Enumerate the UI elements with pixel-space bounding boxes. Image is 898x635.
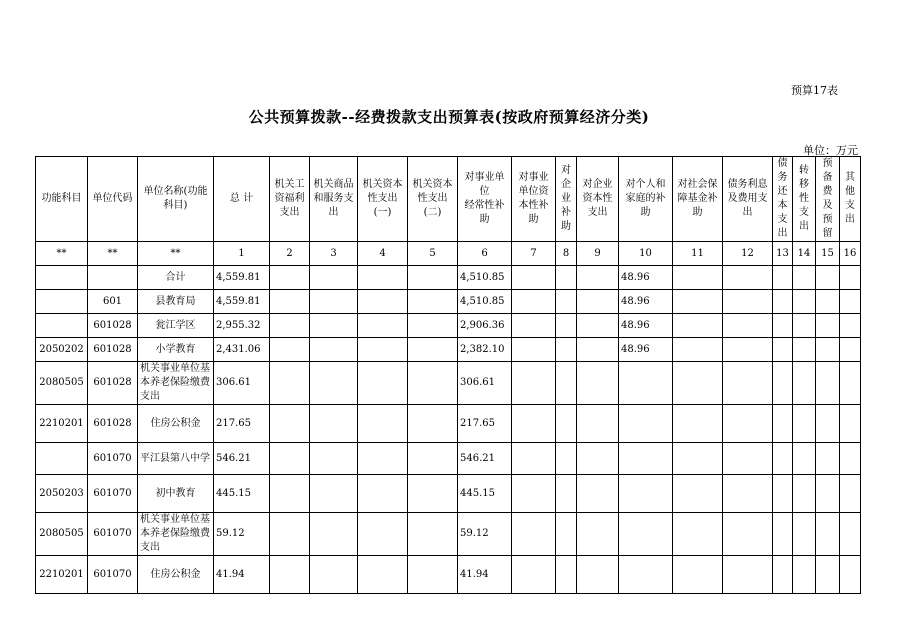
amount-cell xyxy=(270,475,310,513)
amount-cell xyxy=(512,362,556,405)
table-row xyxy=(36,475,861,513)
amount-cell xyxy=(408,475,458,513)
amount-cell xyxy=(556,362,577,405)
amount-cell xyxy=(358,405,408,443)
table-row xyxy=(36,314,861,338)
column-header-line: 单位名称(功能 xyxy=(143,186,208,197)
column-header-line: 支出 xyxy=(587,207,608,218)
index-cell: 12 xyxy=(723,242,773,266)
amount-cell xyxy=(358,443,408,475)
amount-cell xyxy=(673,290,723,314)
unit-name-cell: 机关事业单位基本养老保险缴费支出 xyxy=(138,362,214,405)
column-header-line: 单位资 xyxy=(518,186,549,197)
column-header-line: 助 xyxy=(561,221,571,232)
amount-cell xyxy=(619,362,673,405)
amount-cell xyxy=(723,362,773,405)
column-header-line: 债务利息 xyxy=(727,179,768,190)
column-header-line: 转移 xyxy=(799,165,809,190)
amount-cell xyxy=(773,556,793,594)
amount-cell xyxy=(793,475,816,513)
function-code-cell: 2210201 xyxy=(36,405,88,443)
amount-cell xyxy=(310,338,358,362)
amount-cell xyxy=(577,338,619,362)
amount-cell: 41.94 xyxy=(214,556,270,594)
index-cell: 13 xyxy=(773,242,793,266)
amount-cell: 59.12 xyxy=(214,513,270,556)
column-header-line: 障基金补 xyxy=(677,193,718,204)
amount-cell xyxy=(556,513,577,556)
column-header xyxy=(840,157,861,242)
amount-cell xyxy=(270,556,310,594)
amount-cell xyxy=(816,314,840,338)
amount-cell xyxy=(723,266,773,290)
index-cell: 6 xyxy=(458,242,512,266)
amount-cell xyxy=(556,266,577,290)
header-row xyxy=(36,157,861,242)
unit-name-cell: 平江县第八中学 xyxy=(138,443,214,475)
unit-name-cell: 瓮江学区 xyxy=(138,314,214,338)
unit-name-cell: 住房公积金 xyxy=(138,405,214,443)
amount-cell xyxy=(773,314,793,338)
function-code-cell xyxy=(36,266,88,290)
amount-cell xyxy=(673,362,723,405)
unit-code-cell: 601028 xyxy=(88,405,138,443)
column-header-line: 科目) xyxy=(163,200,188,211)
amount-cell: 2,906.36 xyxy=(458,314,512,338)
column-header xyxy=(793,157,816,242)
amount-cell xyxy=(793,314,816,338)
amount-cell xyxy=(840,475,861,513)
amount-cell xyxy=(512,405,556,443)
amount-cell xyxy=(619,513,673,556)
amount-cell xyxy=(408,362,458,405)
column-header-line: 支出 xyxy=(279,207,300,218)
amount-cell xyxy=(773,338,793,362)
amount-cell xyxy=(556,314,577,338)
amount-cell xyxy=(816,405,840,443)
amount-cell xyxy=(270,266,310,290)
column-header-line: 其他 xyxy=(845,172,855,197)
amount-cell xyxy=(512,556,556,594)
amount-cell xyxy=(358,362,408,405)
amount-cell xyxy=(773,290,793,314)
amount-cell: 445.15 xyxy=(214,475,270,513)
amount-cell xyxy=(556,290,577,314)
index-cell: 7 xyxy=(512,242,556,266)
function-code-cell: 2080505 xyxy=(36,513,88,556)
function-code-cell: 2050202 xyxy=(36,338,88,362)
index-cell: ** xyxy=(138,242,214,266)
index-cell: 15 xyxy=(816,242,840,266)
amount-cell xyxy=(310,362,358,405)
amount-cell xyxy=(577,556,619,594)
amount-cell xyxy=(793,362,816,405)
amount-cell xyxy=(840,443,861,475)
amount-cell: 546.21 xyxy=(214,443,270,475)
column-header-line: 及费用支 xyxy=(727,193,768,204)
unit-name-cell: 机关事业单位基本养老保险缴费支出 xyxy=(138,513,214,556)
amount-cell xyxy=(723,290,773,314)
column-header-line: 费及 xyxy=(822,186,833,211)
amount-cell xyxy=(840,405,861,443)
amount-cell xyxy=(773,513,793,556)
table-number: 预算17表 xyxy=(791,84,838,97)
column-header xyxy=(214,157,270,242)
amount-cell xyxy=(556,475,577,513)
amount-cell xyxy=(816,362,840,405)
budget-table xyxy=(35,156,861,594)
column-header xyxy=(723,157,773,242)
amount-cell xyxy=(840,362,861,405)
column-header xyxy=(358,157,408,242)
amount-cell xyxy=(673,266,723,290)
amount-cell xyxy=(408,266,458,290)
amount-cell xyxy=(310,513,358,556)
unit-name-cell: 初中教育 xyxy=(138,475,214,513)
column-header-line: 性支 xyxy=(799,193,809,218)
unit-label: 单位：万元 xyxy=(803,144,858,157)
column-header-line: 单位代码 xyxy=(92,193,133,204)
amount-cell xyxy=(619,443,673,475)
amount-cell xyxy=(408,314,458,338)
amount-cell xyxy=(512,266,556,290)
amount-cell xyxy=(673,556,723,594)
column-header-line: 资福利 xyxy=(274,193,305,204)
amount-cell xyxy=(723,338,773,362)
page-title: 公共预算拨款--经费拨款支出预算表(按政府预算经济分类) xyxy=(248,108,650,126)
amount-cell xyxy=(773,266,793,290)
table-row xyxy=(36,513,861,556)
index-cell: 4 xyxy=(358,242,408,266)
function-code-cell: 2210201 xyxy=(36,556,88,594)
amount-cell xyxy=(793,266,816,290)
column-header-line: 性支出 xyxy=(417,193,448,204)
amount-cell: 217.65 xyxy=(458,405,512,443)
amount-cell: 306.61 xyxy=(458,362,512,405)
amount-cell xyxy=(310,556,358,594)
unit-code-cell: 601 xyxy=(88,290,138,314)
amount-cell xyxy=(408,290,458,314)
amount-cell xyxy=(358,290,408,314)
column-header xyxy=(138,157,214,242)
amount-cell: 2,382.10 xyxy=(458,338,512,362)
unit-code-cell: 601028 xyxy=(88,338,138,362)
index-cell: 3 xyxy=(310,242,358,266)
amount-cell xyxy=(270,290,310,314)
amount-cell xyxy=(556,443,577,475)
amount-cell xyxy=(773,475,793,513)
amount-cell xyxy=(673,443,723,475)
amount-cell xyxy=(512,475,556,513)
function-code-cell: 2080505 xyxy=(36,362,88,405)
column-header-line: 机关资本 xyxy=(412,179,453,190)
index-cell: 11 xyxy=(673,242,723,266)
amount-cell xyxy=(816,266,840,290)
column-header-line: 资本性 xyxy=(582,193,613,204)
column-header-line: (一) xyxy=(373,207,392,218)
amount-cell xyxy=(816,443,840,475)
amount-cell: 48.96 xyxy=(619,314,673,338)
amount-cell: 4,510.85 xyxy=(458,266,512,290)
amount-cell xyxy=(358,266,408,290)
amount-cell xyxy=(512,314,556,338)
amount-cell xyxy=(310,314,358,338)
column-header xyxy=(512,157,556,242)
amount-cell xyxy=(673,513,723,556)
amount-cell: 2,955.32 xyxy=(214,314,270,338)
amount-cell xyxy=(577,443,619,475)
column-header-line: 助 xyxy=(528,214,539,225)
column-header-line: 对事业单位 xyxy=(464,172,505,197)
column-header-line: 功能科目 xyxy=(41,193,82,204)
column-header-line: 对个人和 xyxy=(625,179,666,190)
amount-cell xyxy=(723,475,773,513)
amount-cell: 48.96 xyxy=(619,266,673,290)
unit-code-cell: 601028 xyxy=(88,362,138,405)
amount-cell xyxy=(673,475,723,513)
amount-cell xyxy=(408,338,458,362)
amount-cell xyxy=(270,405,310,443)
amount-cell xyxy=(793,290,816,314)
amount-cell: 4,559.81 xyxy=(214,266,270,290)
amount-cell xyxy=(310,405,358,443)
column-header-line: 助 xyxy=(640,207,651,218)
amount-cell xyxy=(556,405,577,443)
unit-name-cell: 合计 xyxy=(138,266,214,290)
unit-code-cell: 601070 xyxy=(88,556,138,594)
index-cell: 2 xyxy=(270,242,310,266)
function-code-cell xyxy=(36,314,88,338)
amount-cell: 217.65 xyxy=(214,405,270,443)
amount-cell xyxy=(723,513,773,556)
column-header xyxy=(619,157,673,242)
amount-cell xyxy=(270,314,310,338)
index-cell: 1 xyxy=(214,242,270,266)
column-header-line: (二) xyxy=(423,207,442,218)
unit-name-cell: 县教育局 xyxy=(138,290,214,314)
amount-cell xyxy=(773,362,793,405)
amount-cell xyxy=(556,556,577,594)
unit-name-cell: 住房公积金 xyxy=(138,556,214,594)
amount-cell: 59.12 xyxy=(458,513,512,556)
column-header-line: 预备 xyxy=(822,158,833,183)
column-header-line: 和服务支 xyxy=(313,193,354,204)
amount-cell: 4,559.81 xyxy=(214,290,270,314)
column-header-line: 性支出 xyxy=(367,193,398,204)
unit-name-cell: 小学教育 xyxy=(138,338,214,362)
column-header-line: 预留 xyxy=(822,214,833,239)
amount-cell xyxy=(512,513,556,556)
function-code-cell xyxy=(36,290,88,314)
amount-cell xyxy=(358,513,408,556)
table-row xyxy=(36,338,861,362)
amount-cell xyxy=(773,443,793,475)
amount-cell xyxy=(310,266,358,290)
column-header xyxy=(88,157,138,242)
index-cell: 5 xyxy=(408,242,458,266)
amount-cell xyxy=(793,443,816,475)
column-header xyxy=(458,157,512,242)
column-header-line: 对企业 xyxy=(582,179,613,190)
amount-cell xyxy=(619,405,673,443)
column-header xyxy=(408,157,458,242)
amount-cell xyxy=(270,362,310,405)
column-header-line: 家庭的补 xyxy=(625,193,666,204)
amount-cell xyxy=(723,314,773,338)
amount-cell xyxy=(723,443,773,475)
column-header xyxy=(673,157,723,242)
column-header-line: 业补 xyxy=(561,193,571,218)
amount-cell xyxy=(270,338,310,362)
column-header-line: 机关商品 xyxy=(313,179,354,190)
unit-code-cell: 601070 xyxy=(88,513,138,556)
table-row xyxy=(36,266,861,290)
column-header-line: 对事业 xyxy=(518,172,549,183)
amount-cell xyxy=(840,266,861,290)
amount-cell: 546.21 xyxy=(458,443,512,475)
amount-cell xyxy=(816,513,840,556)
amount-cell xyxy=(512,443,556,475)
amount-cell xyxy=(577,405,619,443)
column-header xyxy=(773,157,793,242)
column-header-line: 助 xyxy=(692,207,703,218)
amount-cell xyxy=(793,556,816,594)
amount-cell xyxy=(793,338,816,362)
column-header-line: 支出 xyxy=(777,214,788,239)
amount-cell xyxy=(358,475,408,513)
amount-cell: 445.15 xyxy=(458,475,512,513)
amount-cell xyxy=(840,314,861,338)
amount-cell xyxy=(840,290,861,314)
amount-cell xyxy=(577,266,619,290)
amount-cell xyxy=(310,443,358,475)
column-header-line: 对社会保 xyxy=(677,179,718,190)
function-code-cell: 2050203 xyxy=(36,475,88,513)
amount-cell xyxy=(577,475,619,513)
amount-cell xyxy=(816,556,840,594)
index-cell: 9 xyxy=(577,242,619,266)
amount-cell xyxy=(619,475,673,513)
amount-cell xyxy=(816,338,840,362)
unit-code-cell: 601028 xyxy=(88,314,138,338)
column-header-line: 总 计 xyxy=(229,193,254,204)
amount-cell xyxy=(673,338,723,362)
function-code-cell xyxy=(36,443,88,475)
amount-cell xyxy=(577,314,619,338)
column-header-line: 本性补 xyxy=(518,200,549,211)
index-cell: ** xyxy=(88,242,138,266)
column-header-line: 出 xyxy=(742,207,753,218)
amount-cell xyxy=(270,513,310,556)
column-header xyxy=(270,157,310,242)
amount-cell: 306.61 xyxy=(214,362,270,405)
amount-cell xyxy=(840,556,861,594)
column-header-line: 出 xyxy=(799,221,809,232)
column-header-line: 出 xyxy=(328,207,339,218)
index-cell: ** xyxy=(36,242,88,266)
table-row xyxy=(36,362,861,405)
amount-cell xyxy=(577,513,619,556)
amount-cell xyxy=(358,338,408,362)
column-header-line: 支出 xyxy=(845,200,855,225)
column-header-line: 机关工 xyxy=(274,179,305,190)
amount-cell xyxy=(793,513,816,556)
amount-cell xyxy=(840,513,861,556)
column-header xyxy=(816,157,840,242)
amount-cell xyxy=(408,443,458,475)
index-cell: 14 xyxy=(793,242,816,266)
amount-cell xyxy=(408,556,458,594)
amount-cell xyxy=(723,556,773,594)
amount-cell xyxy=(816,290,840,314)
column-header xyxy=(577,157,619,242)
table-row xyxy=(36,556,861,594)
unit-code-cell xyxy=(88,266,138,290)
unit-code-cell: 601070 xyxy=(88,475,138,513)
amount-cell xyxy=(619,556,673,594)
amount-cell xyxy=(408,405,458,443)
amount-cell xyxy=(512,290,556,314)
amount-cell xyxy=(723,405,773,443)
unit-code-cell: 601070 xyxy=(88,443,138,475)
amount-cell xyxy=(577,362,619,405)
amount-cell xyxy=(577,290,619,314)
column-header-line: 还本 xyxy=(777,186,788,211)
table-row xyxy=(36,405,861,443)
column-header-line: 机关资本 xyxy=(362,179,403,190)
amount-cell xyxy=(816,475,840,513)
amount-cell xyxy=(408,513,458,556)
amount-cell xyxy=(840,338,861,362)
amount-cell: 4,510.85 xyxy=(458,290,512,314)
amount-cell xyxy=(310,290,358,314)
amount-cell xyxy=(773,405,793,443)
amount-cell xyxy=(512,338,556,362)
amount-cell xyxy=(556,338,577,362)
amount-cell: 48.96 xyxy=(619,290,673,314)
amount-cell xyxy=(310,475,358,513)
amount-cell xyxy=(358,314,408,338)
column-header xyxy=(556,157,577,242)
column-header-line: 对企 xyxy=(561,165,571,190)
amount-cell xyxy=(793,405,816,443)
table-row xyxy=(36,290,861,314)
amount-cell: 2,431.06 xyxy=(214,338,270,362)
amount-cell: 41.94 xyxy=(458,556,512,594)
column-header xyxy=(310,157,358,242)
index-cell: 16 xyxy=(840,242,861,266)
amount-cell xyxy=(358,556,408,594)
column-header-line: 债务 xyxy=(777,158,788,183)
amount-cell xyxy=(270,443,310,475)
table-row xyxy=(36,443,861,475)
amount-cell xyxy=(673,405,723,443)
amount-cell xyxy=(673,314,723,338)
index-cell: 8 xyxy=(556,242,577,266)
amount-cell: 48.96 xyxy=(619,338,673,362)
column-header xyxy=(36,157,88,242)
column-header-line: 经常性补助 xyxy=(464,200,505,225)
index-cell: 10 xyxy=(619,242,673,266)
index-row xyxy=(36,242,861,266)
